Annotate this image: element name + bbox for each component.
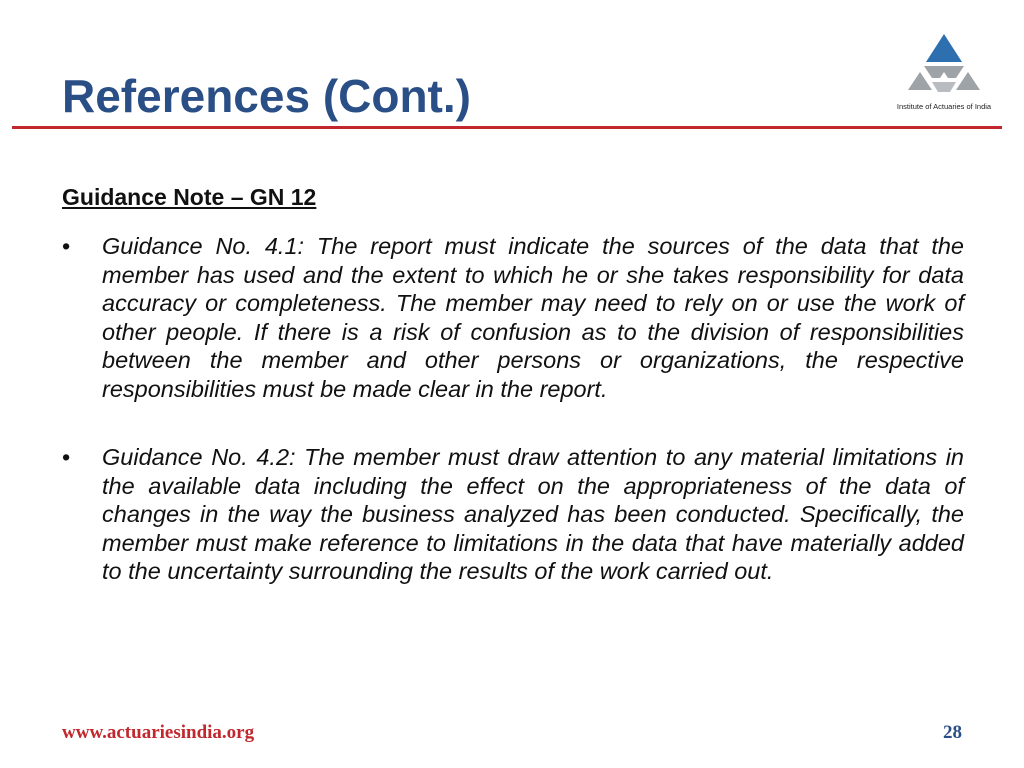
section-heading: Guidance Note – GN 12 bbox=[62, 184, 317, 210]
bullet-item bbox=[62, 232, 964, 403]
bullet-icon: • bbox=[62, 233, 71, 259]
footer-website-link[interactable]: www.actuariesindia.org bbox=[62, 722, 255, 743]
bullet-item bbox=[62, 443, 964, 586]
bullet-list bbox=[62, 232, 964, 586]
bullet-text: Guidance No. 4.2: The member must draw attention to any material limitations in the available data including the effect on the appropriateness of the data of changes in the way the business analyzed has been conducted. Specifically, the member must make reference to limitations in the data that have materially added to the uncertainty surrounding the results of the work carried out. bbox=[102, 444, 964, 584]
bullet-icon: • bbox=[62, 444, 71, 470]
title-divider bbox=[12, 126, 1002, 129]
logo-caption: Institute of Actuaries of India bbox=[896, 102, 992, 111]
institute-logo bbox=[894, 32, 994, 116]
triangle-logo-icon bbox=[906, 32, 982, 102]
page-number: 28 bbox=[943, 722, 962, 743]
slide-title: References (Cont.) bbox=[62, 70, 471, 122]
bullet-text: Guidance No. 4.1: The report must indicate the sources of the data that the member has used and the extent to which he or she takes responsibility for data accuracy or completeness. The member may need to rely on or use the work of other people. If there is a risk of confusion as to the division of responsibilities between the member and other persons or organizations, the respective responsibilities must be made clear in the report. bbox=[102, 233, 964, 402]
